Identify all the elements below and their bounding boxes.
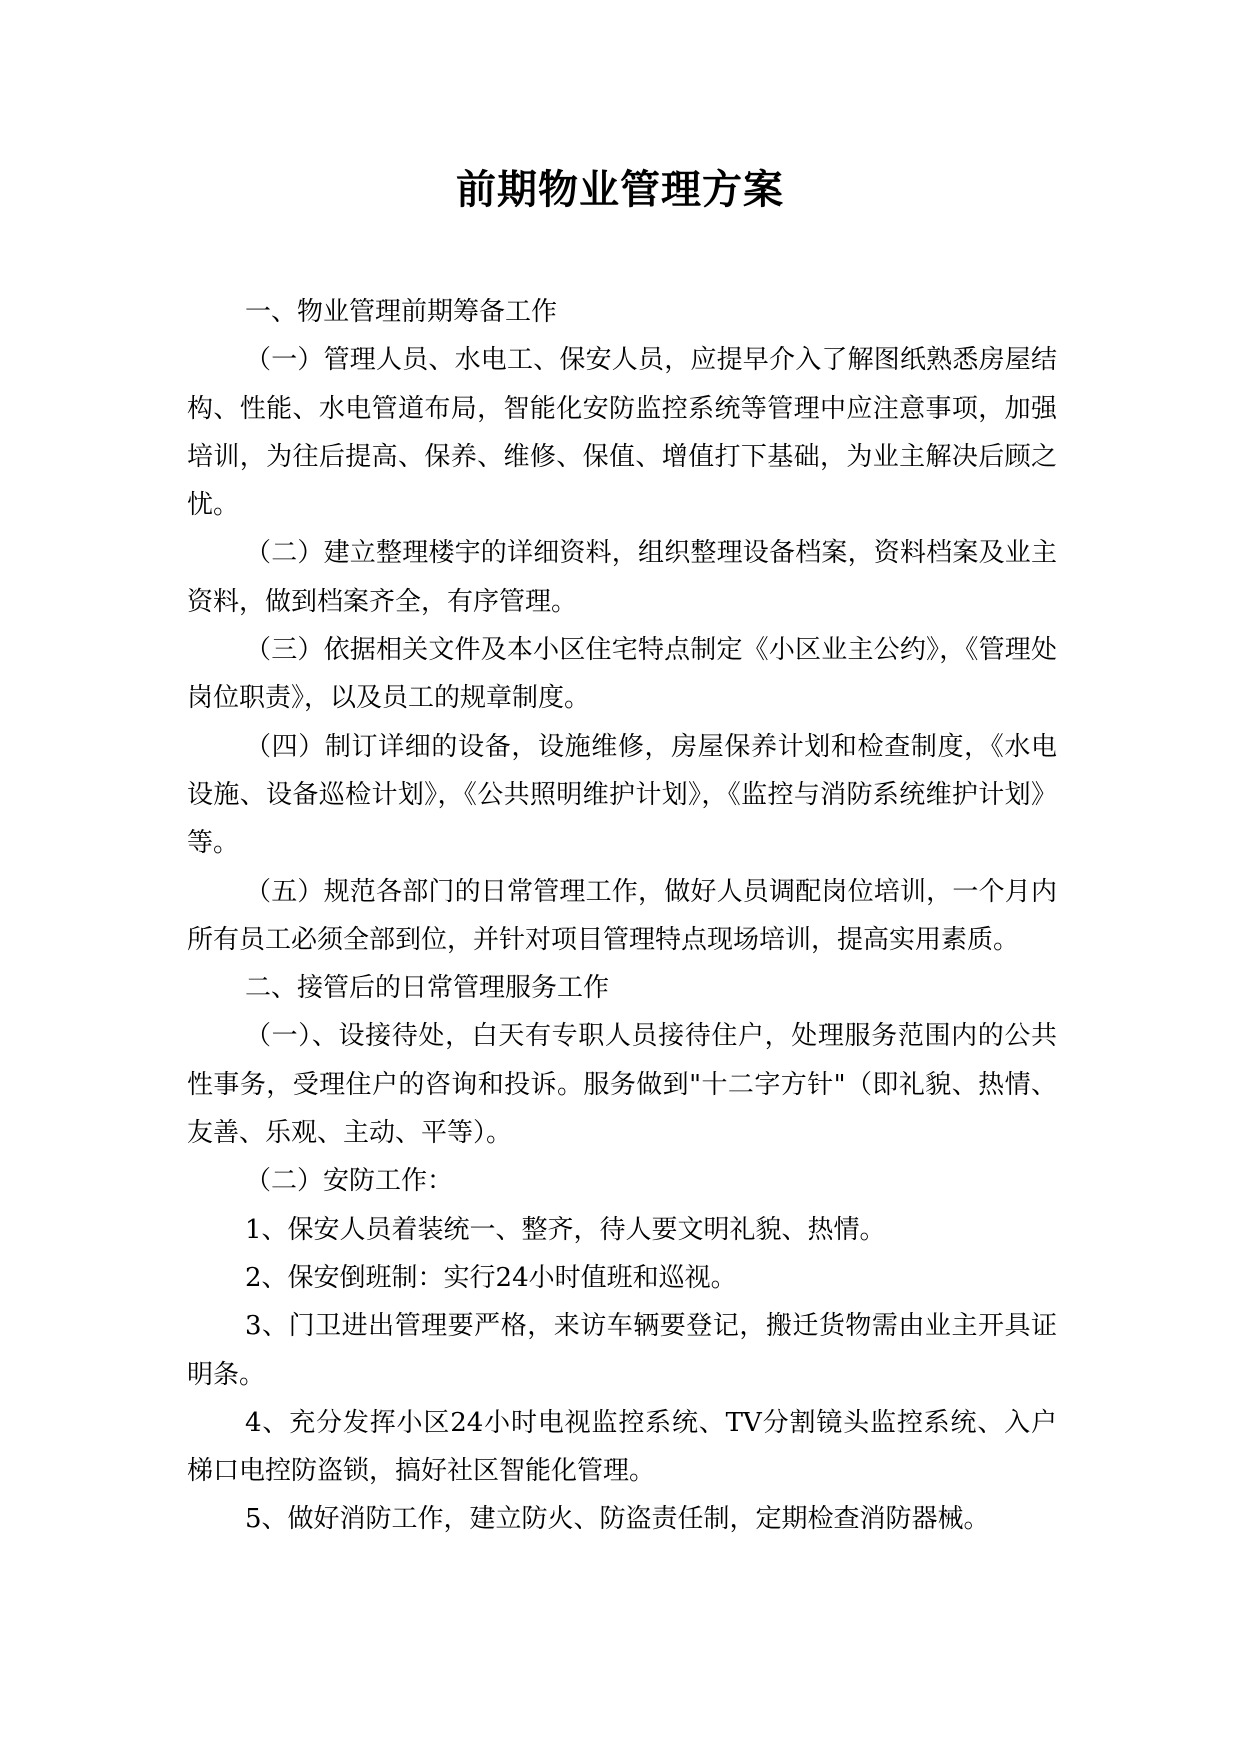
paragraph: （五）规范各部门的日常管理工作，做好人员调配岗位培训，一个月内所有员工必须全部到位，并针对项目管理特点现场培训，提高实用素质。 [187, 876, 1057, 955]
section-heading-1: 一、物业管理前期筹备工作 [245, 297, 558, 327]
document-title: 前期物业管理方案 [456, 166, 784, 213]
list-item: 4、充分发挥小区24小时电视监控系统、TV分割镜头监控系统、入户梯口电控防盗锁，搞好社区智能化管理。 [187, 1407, 1057, 1487]
list-item: 1、保安人员着装统一、整齐，待人要文明礼貌、热情。 [245, 1214, 886, 1245]
paragraph: （一）、设接待处，白天有专职人员接待住户，处理服务范围内的公共性事务，受理住户的咨询和投诉。服务做到"十二字方针"（即礼貌、热情、友善、乐观、主动、平等）。 [187, 1021, 1057, 1149]
paragraph: （二）建立整理楼宇的详细资料，组织整理设备档案，资料档案及业主资料，做到档案齐全，有序管理。 [187, 538, 1057, 617]
document-body [187, 288, 1057, 1544]
paragraph: （三）依据相关文件及本小区住宅特点制定《小区业主公约》，《管理处岗位职责》，以及员工的规章制度。 [187, 635, 1057, 714]
paragraph: （四）制订详细的设备，设施维修，房屋保养计划和检查制度，《水电设施、设备巡检计划》，《公共照明维护计划》，《监控与消防系统维护计划》等。 [187, 731, 1057, 859]
list-item: 5、做好消防工作，建立防火、防盗责任制，定期检查消防器械。 [245, 1504, 990, 1535]
paragraph: （二）安防工作： [245, 1166, 454, 1197]
section-heading-2: 二、接管后的日常管理服务工作 [245, 973, 610, 1004]
paragraph: （一）管理人员、水电工、保安人员，应提早介入了解图纸熟悉房屋结构、性能、水电管道布局，智能化安防监控系统等管理中应注意事项，加强培训，为往后提高、保养、维修、保值、增值打下基础，为业主解决后顾之忧。 [187, 345, 1057, 521]
list-item: 3、门卫进出管理要严格，来访车辆要登记，搬迁货物需由业主开具证明条。 [187, 1311, 1057, 1390]
list-item: 2、保安倒班制：实行24小时值班和巡视。 [245, 1262, 737, 1293]
